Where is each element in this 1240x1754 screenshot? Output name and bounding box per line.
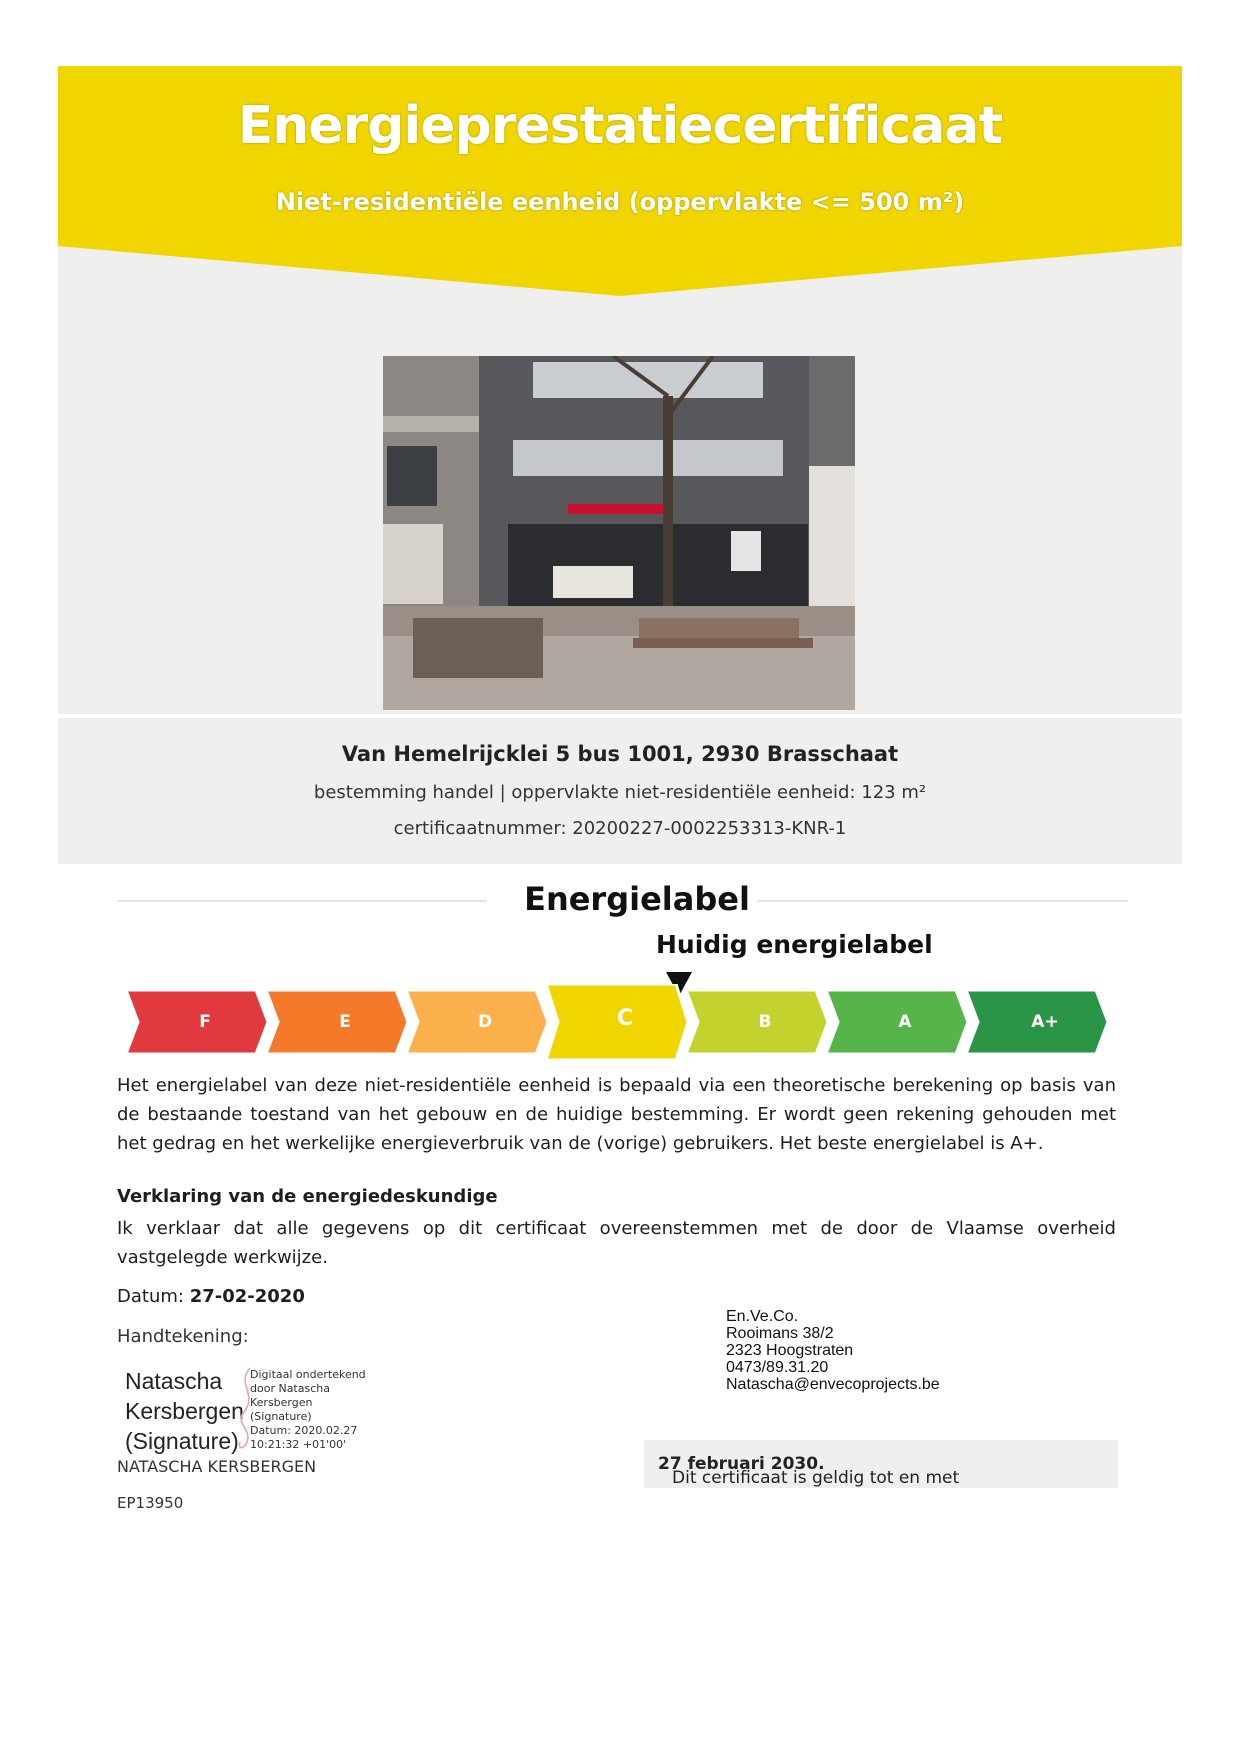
declaration-heading: Verklaring van de energiedeskundige (117, 1186, 498, 1207)
signature-meta-line: door Natascha (250, 1382, 330, 1395)
company-line: Rooimans 38/2 (726, 1325, 834, 1342)
signature-meta-line: Kersbergen (250, 1396, 313, 1409)
company-email: Natascha@envecoprojects.be (726, 1376, 940, 1393)
validity-box (644, 1440, 1118, 1488)
energy-label-scale (126, 990, 1112, 1058)
energy-label-text: A (898, 1012, 912, 1032)
certificate-number: certificaatnummer: 20200227-0002253313-KNR-1 (393, 818, 847, 839)
signature-meta-line: Datum: 2020.02.27 (250, 1424, 358, 1437)
address-panel (58, 718, 1182, 864)
validity-text (658, 1454, 960, 1488)
current-label-caption: Huidig energielabel (656, 930, 933, 959)
energy-label-text: D (477, 1012, 493, 1032)
property-usage: bestemming handel | oppervlakte niet-residentiële eenheid: 123 m² (313, 782, 927, 803)
energy-label-a (826, 990, 968, 1054)
energy-label-e (266, 990, 408, 1054)
declaration-date (117, 1286, 305, 1307)
energy-label-text: A+ (1031, 1012, 1059, 1032)
energy-label-text: F (199, 1012, 211, 1032)
validity-date: 27 februari 2030. (658, 1454, 825, 1474)
signature-metadata (250, 1368, 380, 1452)
company-line: 0473/89.31.20 (726, 1359, 829, 1376)
date-label: Datum: (117, 1286, 184, 1307)
signature-meta-line: (Signature) (250, 1410, 312, 1423)
expert-name: NATASCHA KERSBERGEN (117, 1457, 317, 1476)
declaration-text: Ik verklaar dat alle gegevens op dit certificaat overeenstemmen met de door de Vlaamse overheid vastgelegde werkwijze. (117, 1218, 1116, 1268)
document-subtitle: Niet-residentiële eenheid (oppervlakte <= 500 m²) (275, 188, 965, 216)
divider-left (117, 900, 487, 902)
property-address: Van Hemelrijcklei 5 bus 1001, 2930 Brasschaat (341, 742, 899, 766)
energy-label-c (546, 984, 688, 1060)
energy-label-a-plus (966, 990, 1108, 1054)
validity-prefix: Dit certificaat is geldig tot en met (672, 1468, 960, 1488)
energy-label-b (686, 990, 828, 1054)
divider-right (758, 900, 1128, 902)
company-address (726, 1308, 940, 1393)
energy-label-text: C (616, 1006, 634, 1031)
company-line: En.Ve.Co. (726, 1308, 799, 1325)
signature-name-line: Kersbergen (125, 1398, 244, 1424)
company-line: 2323 Hoogstraten (726, 1342, 854, 1359)
signature-name-line: Natascha (125, 1368, 223, 1394)
signature-label: Handtekening: (117, 1326, 249, 1347)
signature-meta-line: Digitaal ondertekend (250, 1368, 366, 1381)
signature-name-line: (Signature) (125, 1428, 239, 1454)
document-title: Energieprestatiecertificaat (237, 96, 1003, 156)
energy-label-f (126, 990, 268, 1054)
expert-id: EP13950 (117, 1494, 184, 1512)
building-photo (383, 356, 855, 710)
energy-label-text: B (758, 1012, 772, 1032)
date-value: 27-02-2020 (189, 1286, 305, 1307)
energy-label-d (406, 990, 548, 1054)
energy-label-text: E (339, 1012, 351, 1032)
signature-meta-line: 10:21:32 +01'00' (250, 1438, 347, 1451)
energy-label-heading: Energielabel (524, 880, 750, 918)
label-explanation: Het energielabel van deze niet-residentiële eenheid is bepaald via een theoretische berekening op basis van de bestaande toestand van het gebouw en de huidige bestemming. Er wordt geen rekening gehouden met het gedrag en het werkelijke energieverbruik van de (vorige) gebruikers. Het beste energielabel is A+. (117, 1075, 1116, 1154)
